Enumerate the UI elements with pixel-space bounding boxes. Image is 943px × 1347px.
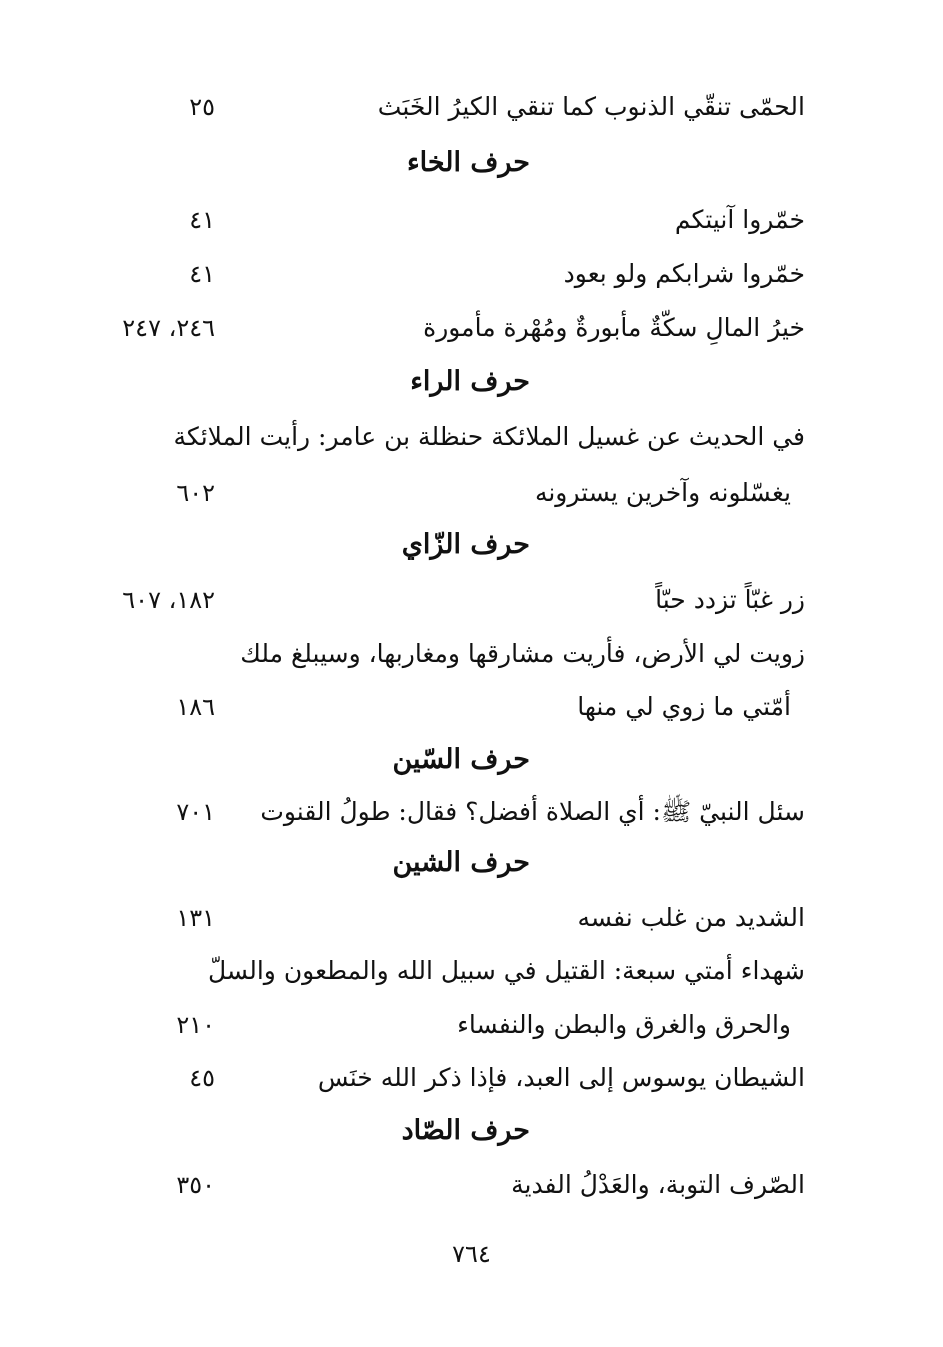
hadith-text: شهداء أمتي سبعة: القتيل في سبيل الله والمطعون والسلّ: [208, 956, 805, 985]
section-heading: حرف الخاء: [406, 147, 530, 178]
hadith-text: خيرُ المالِ سكّةٌ مأبورةٌ ومُهْرة مأمورة: [423, 313, 805, 342]
index-entry: [0, 193, 943, 247]
hadith-text: في الحديث عن غسيل الملائكة حنظلة بن عامر: رأيت الملائكة: [173, 422, 805, 451]
hadith-text: الصّرف التوبة، والعَدْلُ الفدية: [511, 1170, 805, 1199]
page-reference: ٧٠١: [176, 798, 215, 826]
section-heading: حرف الشين: [392, 847, 530, 878]
hadith-text: والحرق والغرق والبطن والنفساء: [457, 1010, 791, 1039]
section-heading-zay: [0, 518, 943, 572]
index-entry: [0, 410, 943, 464]
page-number: ٧٦٤: [452, 1240, 491, 1268]
index-entry: [0, 944, 943, 998]
hadith-text: الشديد من غلب نفسه: [577, 903, 805, 932]
index-entry: [0, 785, 943, 839]
hadith-text: يغسّلونه وآخرين يسترونه: [534, 478, 791, 507]
section-heading-kha: [0, 136, 943, 190]
index-entry-continuation: [0, 466, 943, 520]
page-reference: ٤١: [189, 260, 215, 288]
hadith-text: الشيطان يوسوس إلى العبد، فإذا ذكر الله خنَس: [317, 1063, 805, 1092]
index-entry: [0, 301, 943, 355]
page-reference: ٤١: [189, 206, 215, 234]
section-heading: حرف الراء: [410, 366, 530, 397]
page-reference: ٢٥: [189, 93, 215, 121]
hadith-text: سئل النبيّ ﷺ: أي الصلاة أفضل؟ فقال: طولُ القنوت: [260, 797, 805, 826]
page-reference: ٣٥٠: [176, 1171, 215, 1199]
page-reference: ٦٠٢: [176, 479, 215, 507]
page-reference: ١٨٦: [176, 693, 215, 721]
index-entry: [0, 1051, 943, 1105]
index-entry: [0, 891, 943, 945]
section-heading-sad: [0, 1104, 943, 1158]
index-entry: [0, 573, 943, 627]
hadith-text: زويت لي الأرض، فأريت مشارقها ومغاربها، وسيبلغ ملك: [240, 639, 805, 668]
index-entry: [0, 247, 943, 301]
hadith-text: أمّتي ما زوي لي منها: [577, 692, 791, 721]
hadith-text: خمّروا شرابكم ولو بعود: [563, 259, 805, 288]
index-entry: [0, 627, 943, 681]
index-entry: [0, 80, 943, 134]
section-heading-shin: [0, 836, 943, 890]
section-heading-sin: [0, 733, 943, 787]
section-heading: حرف السّين: [392, 744, 530, 775]
index-entry-continuation: [0, 680, 943, 734]
hadith-text: خمّروا آنيتكم: [674, 205, 805, 234]
page-reference: ٤٥: [189, 1064, 215, 1092]
page-reference: ١٨٢، ٦٠٧: [122, 586, 215, 614]
index-entry: [0, 1158, 943, 1212]
index-entry-continuation: [0, 998, 943, 1052]
hadith-text: الحمّى تنقّي الذنوب كما تنقي الكيرُ الخَبَث: [377, 92, 805, 121]
section-heading: حرف الزّاي: [401, 529, 530, 560]
page-reference: ٢١٠: [176, 1011, 215, 1039]
page-reference: ١٣١: [176, 904, 215, 932]
section-heading-ra: [0, 355, 943, 409]
page-reference: ٢٤٦، ٢٤٧: [122, 314, 215, 342]
hadith-text: زر غبّاً تزدد حبّاً: [655, 585, 805, 614]
section-heading: حرف الصّاد: [401, 1115, 530, 1146]
